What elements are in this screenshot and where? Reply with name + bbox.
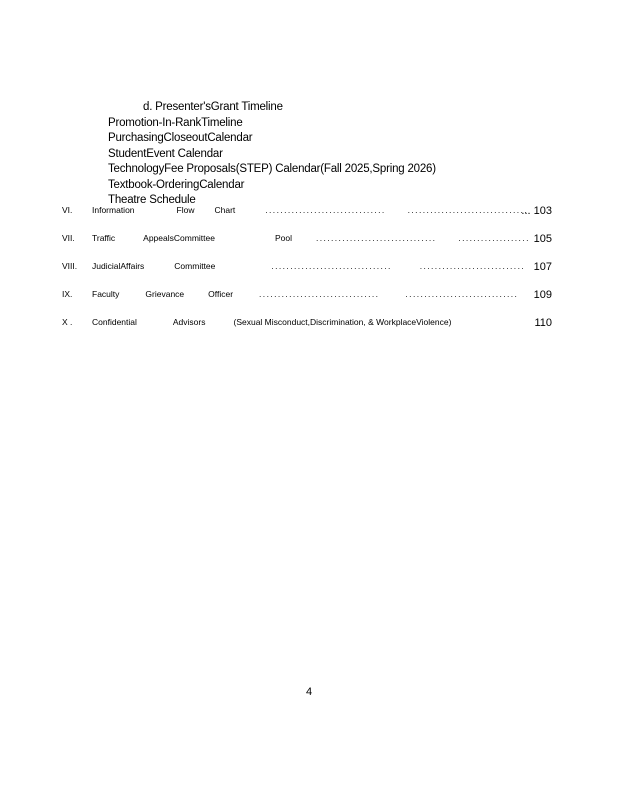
sub-list-item: Textbook-OrderingCalendar [108, 178, 245, 191]
toc-leader-dots: ................................ [271, 261, 392, 271]
toc-title-part: Information [92, 205, 135, 215]
toc-entry [62, 317, 554, 345]
toc-title-part: Committee [174, 261, 216, 271]
toc-leader-dots: ................... [458, 233, 530, 243]
toc-title-parenthetical: (Sexual Misconduct,Discrimination, & WorkplaceViolence) [233, 317, 452, 327]
sub-list-item: PurchasingCloseoutCalendar [108, 132, 253, 144]
calendar-sub-list [108, 100, 568, 209]
toc-number: VII. [62, 233, 75, 243]
toc-title-part: Faculty [92, 289, 120, 299]
toc-entry [62, 261, 554, 289]
toc-number: X . [62, 317, 73, 327]
toc-leader-dots: ............................ [419, 261, 526, 271]
toc-title-part: JudicialAffairs [92, 261, 145, 271]
toc-title-part: Confidential [92, 317, 137, 327]
toc-page-number: 107 [533, 261, 552, 273]
toc-number: VI. [62, 205, 73, 215]
sub-list-item: TechnologyFee Proposals(STEP) Calendar(Fall 2025,Spring 2026) [108, 163, 436, 175]
toc-page-number: 109 [533, 289, 552, 301]
toc-number: VIII. [62, 261, 78, 271]
toc-title-part: Officer [208, 289, 234, 299]
toc-title-part: Chart [214, 205, 236, 215]
table-of-contents [62, 205, 554, 345]
toc-entry [62, 233, 554, 261]
toc-page-number: 110 [534, 317, 552, 329]
toc-title-part: Traffic [92, 233, 116, 243]
page-footer-number: 4 [305, 686, 313, 698]
toc-leader-dots: ................................ [265, 205, 386, 215]
sub-list-item: d. Presenter'sGrant Timeline [143, 101, 283, 113]
toc-title-part: AppealsCommittee [143, 233, 215, 243]
toc-title-part: Grievance [145, 289, 185, 299]
toc-page-number: ... 103 [521, 205, 552, 217]
toc-title-part: Advisors [172, 317, 206, 327]
toc-leader-dots: .............................. [405, 289, 519, 299]
sub-list-item: Theatre Schedule [108, 194, 196, 206]
toc-title-part: Pool [274, 233, 292, 243]
toc-number: IX. [62, 289, 73, 299]
toc-page-number: 105 [533, 233, 552, 245]
toc-leader-dots: ................................ [407, 205, 529, 215]
toc-title-part: Flow [176, 205, 195, 215]
toc-leader-dots: ................................ [259, 289, 380, 299]
toc-entry [62, 205, 554, 233]
sub-list-item: StudentEvent Calendar [108, 147, 223, 160]
toc-entry [62, 289, 554, 317]
toc-leader-dots: ................................ [315, 233, 437, 243]
sub-list-item: Promotion-In-RankTimeline [108, 116, 243, 129]
